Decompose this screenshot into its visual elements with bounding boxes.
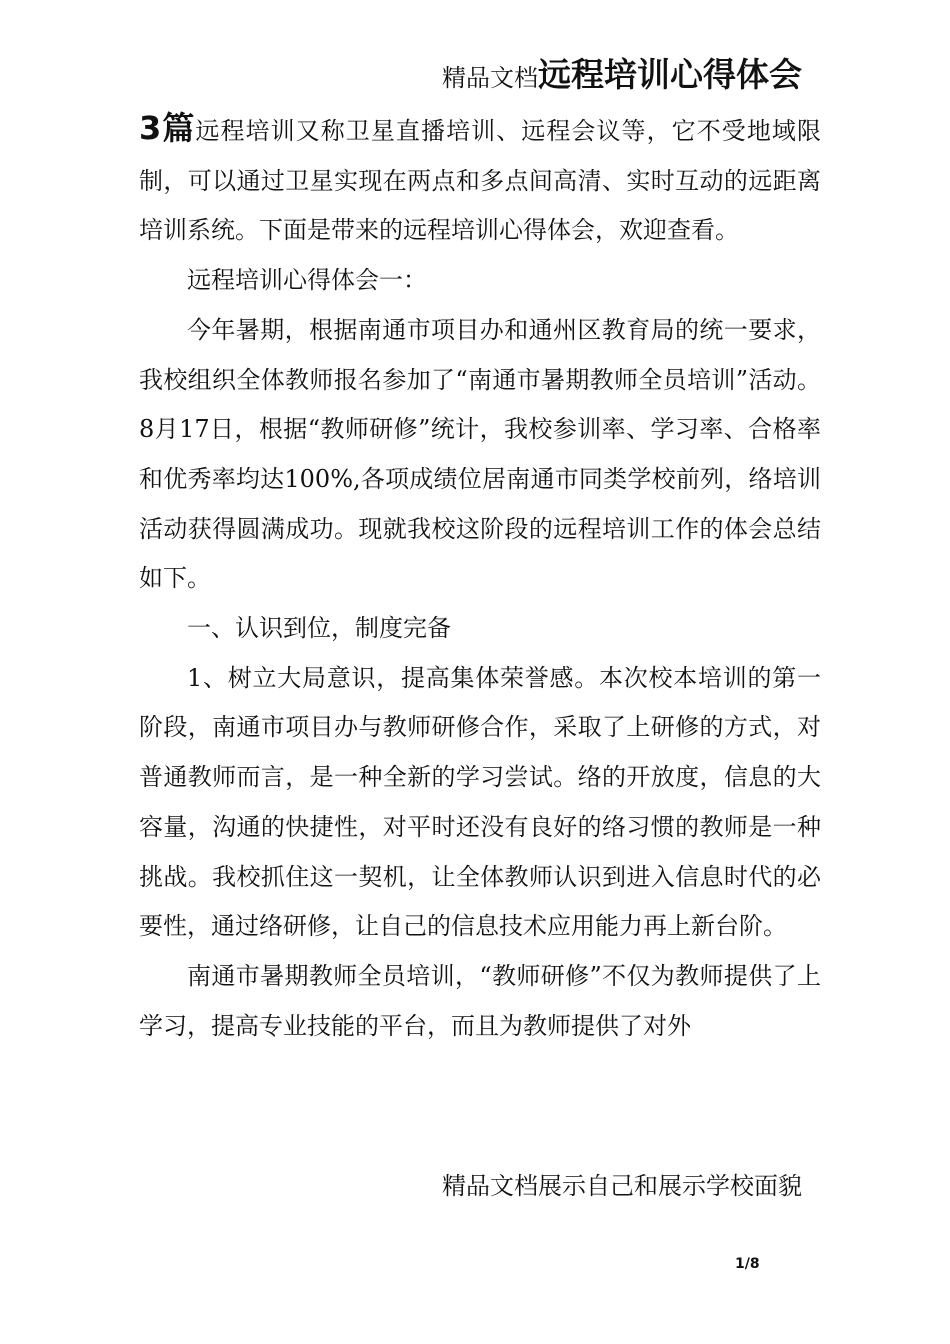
title-continuation: 3篇 — [139, 109, 196, 147]
intro-text: 远程培训又称卫星直播培训、远程会议等，它不受地域限制，可以通过卫星实现在两点和多点间高清、实时互动的远距离培训系统。下面是带来的远程培训心得体会，欢迎查看。 — [139, 117, 821, 245]
page-header — [442, 52, 802, 104]
page-footer: 精品文档展示自己和展示学校面貌 — [442, 1172, 802, 1200]
body-paragraph: 今年暑期，根据南通市项目办和通州区教育局的统一要求，我校组织全体教师报名参加了“南通市暑期教师全员培训”活动。8月17日，根据“教师研修”统计，我校参训率、学习率、合格率和优秀率均达100%,各项成绩位居南通市同类学校前列，络培训活动获得圆满成功。现就我校这阶段的远程培训工作的体会总结如下。 — [139, 315, 821, 593]
header-prefix: 精品文档 — [442, 64, 538, 92]
section-heading-1: 远程培训心得体会一： — [187, 266, 427, 295]
body-paragraph: 南通市暑期教师全员培训，“教师研修”不仅为教师提供了上学习，提高专业技能的平台，而且为教师提供了对外 — [139, 961, 821, 1040]
document-body — [139, 104, 821, 1051]
body-paragraph: 1、树立大局意识，提高集体荣誉感。本次校本培训的第一阶段，南通市项目办与教师研修合作，采取了上研修的方式，对普通教师而言，是一种全新的学习尝试。络的开放度，信息的大容量，沟通的快捷性，对平时还没有良好的络习惯的教师是一种挑战。我校抓住这一契机，让全体教师认识到进入信息时代的必要性，通过络研修，让自己的信息技术应用能力再上新台阶。 — [139, 663, 821, 941]
page-number: 1/8 — [735, 1256, 760, 1272]
section-heading-2: 一、认识到位，制度完备 — [187, 614, 451, 643]
document-title: 远程培训心得体会 — [538, 55, 802, 94]
intro-paragraph — [139, 104, 821, 256]
